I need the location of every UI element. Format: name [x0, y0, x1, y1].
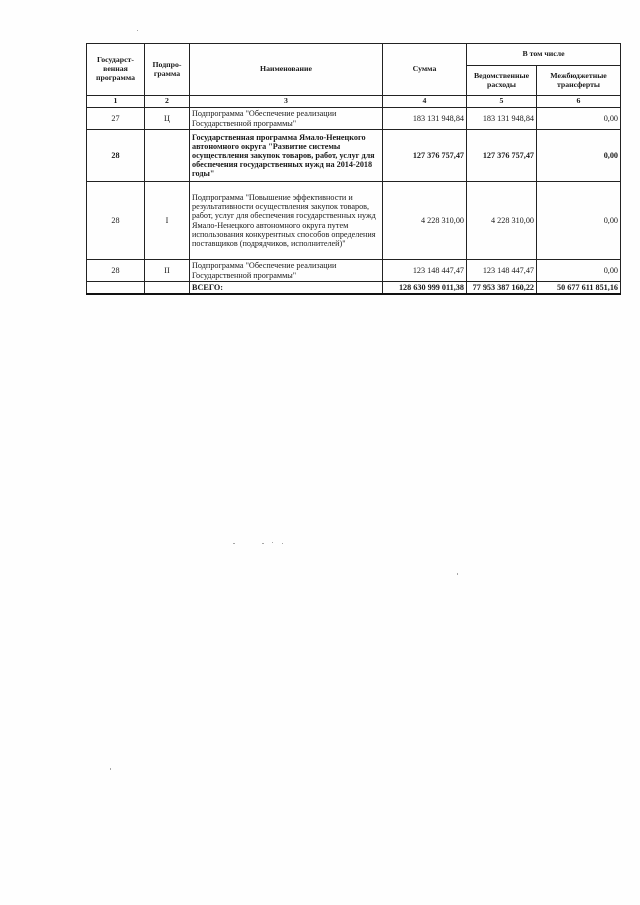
column-number: 2: [145, 96, 190, 108]
name-cell: Подпрограмма "Обеспечение реализации Государственной программы": [190, 260, 383, 282]
subprogram-cell: [145, 130, 190, 182]
departmental-cell: 123 148 447,47: [467, 260, 537, 282]
header-departmental: Ведомственные расходы: [467, 66, 537, 96]
sum-cell: 183 131 948,84: [383, 108, 467, 130]
table-row: [87, 260, 621, 282]
departmental-cell: 4 228 310,00: [467, 182, 537, 260]
scan-speck: [457, 573, 458, 575]
program-cell: 28: [87, 130, 145, 182]
column-number: 4: [383, 96, 467, 108]
header-row: [87, 44, 621, 66]
scan-speck: [233, 543, 235, 544]
total-label: ВСЕГО:: [190, 282, 383, 295]
header-name: Наименование: [190, 44, 383, 96]
scan-speck: [282, 543, 283, 544]
interbudget-cell: 0,00: [537, 130, 621, 182]
scan-speck: [110, 768, 111, 770]
header-subprogram: Подпро-грамма: [145, 44, 190, 96]
table-row: [87, 108, 621, 130]
column-number: 6: [537, 96, 621, 108]
header-program: Государст-венная программа: [87, 44, 145, 96]
column-number: 1: [87, 96, 145, 108]
subprogram-cell: II: [145, 260, 190, 282]
header-including: В том числе: [467, 44, 621, 66]
program-cell: 28: [87, 260, 145, 282]
name-cell: Подпрограмма "Обеспечение реализации Государственной программы": [190, 108, 383, 130]
name-cell: Подпрограмма "Повышение эффективности и результативности осуществления закупок товаров, работ, услуг для обеспечения государственных нужд Ямало-Ненецкого автономного округа путем использования конкурентных способов определения поставщиков (подрядчиков, исполнителей)": [190, 182, 383, 260]
column-number: 5: [467, 96, 537, 108]
scan-speck: [262, 543, 264, 544]
departmental-cell: 127 376 757,47: [467, 130, 537, 182]
total-empty-cell: [87, 282, 145, 295]
interbudget-cell: 0,00: [537, 260, 621, 282]
header-sum: Сумма: [383, 44, 467, 96]
total-empty-cell: [145, 282, 190, 295]
table-row: [87, 182, 621, 260]
column-number-row: [87, 96, 621, 108]
departmental-cell: 183 131 948,84: [467, 108, 537, 130]
table-row: [87, 130, 621, 182]
header-interbudget: Межбюджетные трансферты: [537, 66, 621, 96]
sum-cell: 123 148 447,47: [383, 260, 467, 282]
scan-speck: [272, 542, 273, 543]
interbudget-cell: 0,00: [537, 182, 621, 260]
name-cell: Государственная программа Ямало-Ненецкого автономного округа "Развитие системы осуществления закупок товаров, работ, услуг для обеспечения государственных нужд на 2014-2018 годы": [190, 130, 383, 182]
total-sum: 128 630 999 011,38: [383, 282, 467, 295]
subprogram-cell: Ц: [145, 108, 190, 130]
total-departmental: 77 953 387 160,22: [467, 282, 537, 295]
interbudget-cell: 0,00: [537, 108, 621, 130]
column-number: 3: [190, 96, 383, 108]
sum-cell: 4 228 310,00: [383, 182, 467, 260]
sum-cell: 127 376 757,47: [383, 130, 467, 182]
scan-speck: [137, 30, 138, 31]
total-interbudget: 50 677 611 851,16: [537, 282, 621, 295]
program-cell: 27: [87, 108, 145, 130]
total-row: [87, 282, 621, 295]
subprogram-cell: I: [145, 182, 190, 260]
program-cell: 28: [87, 182, 145, 260]
budget-table: [86, 43, 621, 295]
